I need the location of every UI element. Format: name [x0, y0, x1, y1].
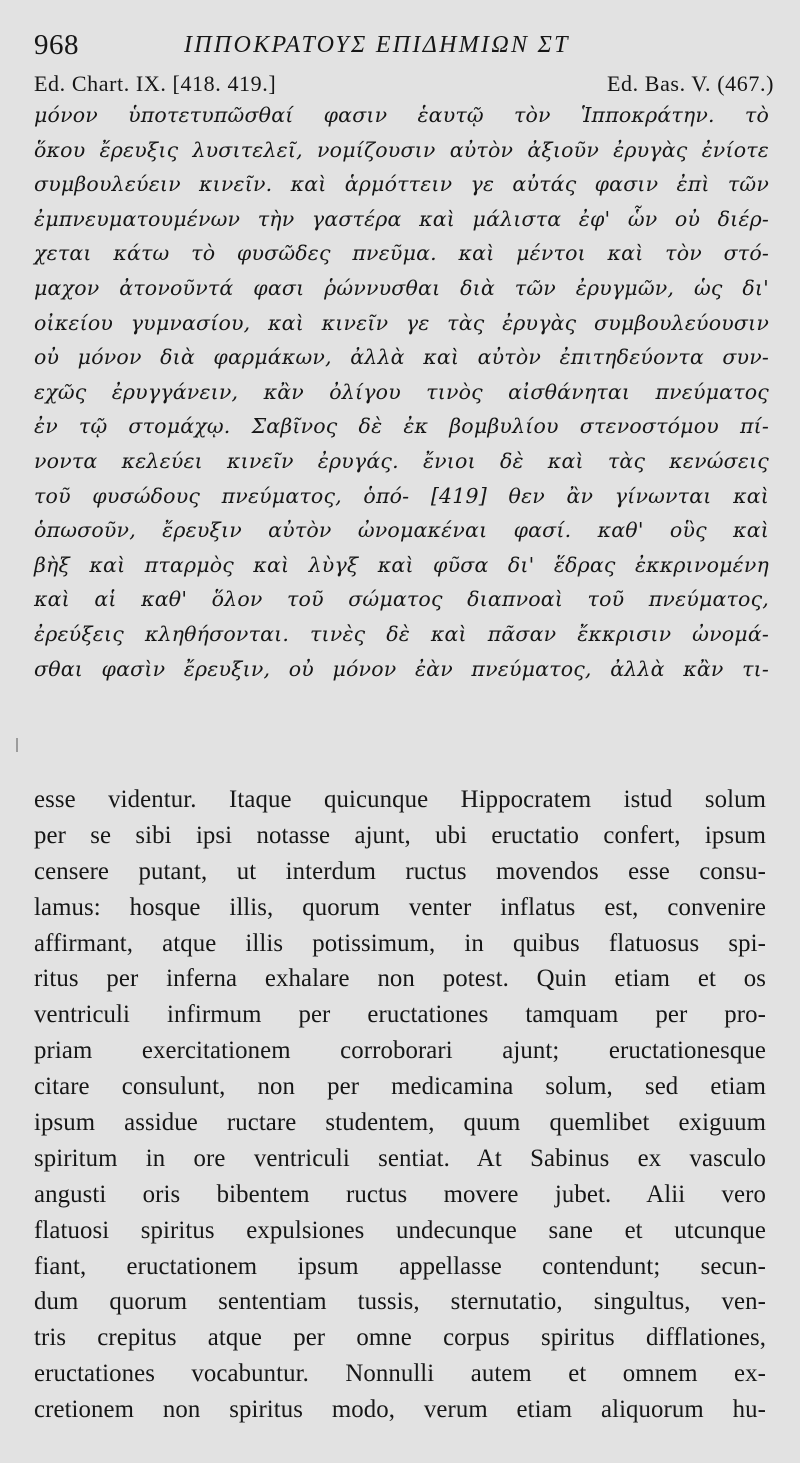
latin-line: flatuosi spiritus expulsiones undecunque sane et utcunque: [34, 1216, 766, 1244]
latin-line: priam exercitationem corroborari ajunt; eructationesque: [34, 1037, 766, 1065]
greek-line: βὴξ καὶ πταρμὸς καὶ λὺγξ καὶ φῦσα δι' ἕδρας ἐκκρινομένη: [34, 552, 769, 577]
greek-line: ἐμπνευματουμένων τὴν γαστέρα καὶ μάλιστα ἐφ' ὧν οὐ διέρ-: [34, 206, 769, 231]
latin-line: per se sibi ipsi notasse ajunt, ubi eructatio confert, ipsum: [34, 821, 766, 849]
greek-line: μαχον ἀτονοῦντά φασι ῥώννυσθαι διὰ τῶν ἐρυγμῶν, ὡς δι': [34, 275, 769, 300]
latin-line: citare consulunt, non per medicamina solum, sed etiam: [34, 1073, 766, 1101]
greek-line: σθαι φασὶν ἔρευξιν, οὐ μόνον ἐὰν πνεύματος, ἀλλὰ κἂν τι-: [34, 656, 769, 681]
edition-reference-right: Ed. Bas. V. (467.): [606, 71, 774, 96]
greek-line: οὐ μόνον διὰ φαρμάκων, ἀλλὰ καὶ αὐτὸν ἐπιτηδεύοντα συν-: [34, 345, 769, 370]
greek-line: ἐρεύξεις κληθήσονται. τινὲς δὲ καὶ πᾶσαν ἔκκρισιν ὠνομά-: [34, 621, 769, 646]
latin-line: spiritum in ore ventriculi sentiat. At Sabinus ex vasculo: [34, 1144, 766, 1172]
edition-reference-left: Ed. Chart. IX. [418. 419.]: [34, 71, 277, 96]
greek-line: καὶ αἱ καθ' ὅλον τοῦ σώματος διαπνοαὶ τοῦ πνεύματος,: [34, 587, 769, 612]
latin-line: eructationes vocabuntur. Nonnulli autem et omnem ex-: [34, 1360, 766, 1388]
greek-line: συμβουλεύειν κινεῖν. καὶ ἁρμόττειν γε αὐτάς φασιν ἐπὶ τῶν: [34, 172, 769, 197]
page-header: [34, 26, 769, 66]
latin-line: tris crepitus atque per omne corpus spiritus difflationes,: [34, 1324, 766, 1352]
running-title: ΙΠΠΟΚΡΑΤΟΥΣ ΕΠΙΔΗΜΙΩΝ ΣΤ: [184, 32, 570, 58]
latin-line: censere putant, ut interdum ructus movendos esse consu-: [34, 857, 766, 885]
greek-line: οἰκείου γυμνασίου, καὶ κινεῖν γε τὰς ἐρυγὰς συμβουλεύουσιν: [34, 310, 769, 335]
scan-mark: [16, 738, 18, 752]
greek-line: τοῦ φυσώδους πνεύματος, ὁπό- [419] θεν ἂν γίνωνται καὶ: [34, 483, 769, 508]
latin-line: fiant, eructationem ipsum appellasse contendunt; secun-: [34, 1252, 766, 1280]
greek-line: ἐν τῷ στομάχῳ. Σαβῖνος δὲ ἐκ βομβυλίου στενοστόμου πί-: [34, 414, 769, 439]
latin-line: dum quorum sententiam tussis, sternutatio, singultus, ven-: [34, 1288, 766, 1316]
greek-line: μόνον ὑποτετυπῶσθαί φασιν ἑαυτῷ τὸν Ἱπποκράτην. τὸ: [34, 103, 769, 127]
latin-line: ritus per inferna exhalare non potest. Quin etiam et os: [34, 965, 766, 993]
greek-line: ὁπωσοῦν, ἔρευξιν αὐτὸν ὠνομακέναι φασί. καθ' οὓς καὶ: [34, 518, 769, 543]
greek-line: εχῶς ἐρυγγάνειν, κἂν ὀλίγου τινὸς αἰσθάνηται πνεύματος: [34, 379, 769, 404]
latin-line: ventriculi infirmum per eructationes tamquam per pro-: [34, 1001, 766, 1029]
latin-line: affirmant, atque illis potissimum, in quibus flatuosus spi-: [34, 929, 766, 957]
greek-text-block: [34, 98, 769, 686]
latin-text-block: [34, 782, 766, 1428]
latin-line: esse videntur. Itaque quicunque Hippocratem istud solum: [34, 786, 766, 813]
edition-reference-line: [34, 70, 774, 98]
page-number: 968: [34, 29, 79, 61]
latin-line: ipsum assidue ructare studentem, quum quemlibet exiguum: [34, 1109, 766, 1137]
latin-line: cretionem non spiritus modo, verum etiam aliquorum hu-: [34, 1396, 766, 1424]
latin-line: angusti oris bibentem ructus movere jubet. Alii vero: [34, 1180, 766, 1208]
latin-line: lamus: hosque illis, quorum venter inflatus est, convenire: [34, 893, 766, 921]
greek-line: χεται κάτω τὸ φυσῶδες πνεῦμα. καὶ μέντοι καὶ τὸν στό-: [34, 241, 769, 266]
greek-line: νοντα κελεύει κινεῖν ἐρυγάς. ἔνιοι δὲ καὶ τὰς κενώσεις: [34, 448, 769, 473]
greek-line: ὅκου ἔρευξις λυσιτελεῖ, νομίζουσιν αὐτὸν ἀξιοῦν ἐρυγὰς ἐνίοτε: [34, 137, 769, 162]
